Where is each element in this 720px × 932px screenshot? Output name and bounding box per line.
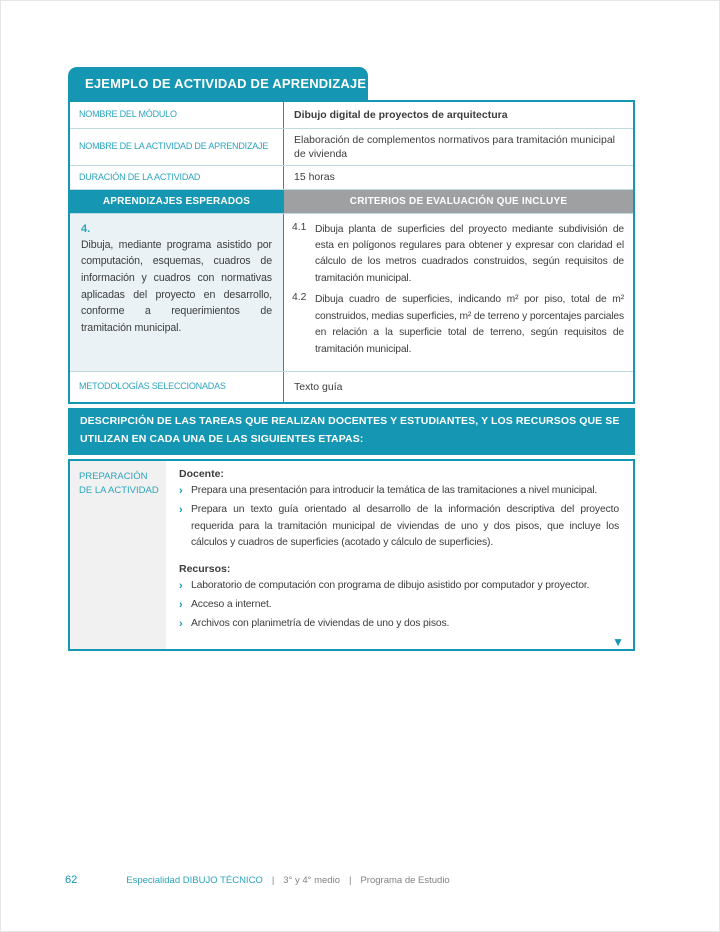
recurso-item-text: Acceso a internet. [191,599,272,611]
page-footer [65,874,450,886]
duration-row [70,165,633,188]
evaluation-criteria-cell [283,214,633,372]
activity-name-value: Elaboración de complementos normativos para tramitación municipal de vivienda [283,129,633,165]
docente-item [179,502,619,553]
criterion-number: 4.1 [292,221,307,233]
chevron-bullet-icon: › [179,580,183,593]
recurso-item-text: Laboratorio de computación con programa de dibujo asistido por computador y proyector. [191,580,590,592]
chevron-bullet-icon: › [179,599,183,612]
duration-value: 15 horas [283,166,633,188]
methodology-label: METODOLOGÍAS SELECCIONADAS [79,381,226,392]
chevron-bullet-icon: › [179,484,183,497]
module-name-row [70,102,633,128]
criterion-item [292,222,624,288]
footer-separator: | [271,875,275,886]
recurso-item [179,597,619,614]
preparation-label: PREPARACIÓN DE LA ACTIVIDAD [70,461,166,649]
tasks-description-band: DESCRIPCIÓN DE LAS TAREAS QUE REALIZAN DOCENTES Y ESTUDIANTES, Y LOS RECURSOS QUE SE UTILIZAN EN CADA UNA DE LAS SIGUIENTES ETAPAS: [68,408,635,455]
recurso-item [179,616,619,633]
chevron-bullet-icon: › [179,503,183,516]
duration-label: DURACIÓN DE LA ACTIVIDAD [79,171,201,182]
criterion-text: Dibuja cuadro de superficies, indicando m² por piso, total de m² construidos, medias superficies, m² de terreno y porcentajes parciales en relación a la superficie total de terreno, según requisitos de tramitación municipal. [315,294,624,355]
methodology-value: Texto guía [283,372,633,402]
docente-item-text: Prepara una presentación para introducir la temática de las tramitaciones a nivel municipal. [191,484,598,496]
activity-name-row [70,128,633,165]
activity-example-badge [68,67,368,100]
footer-separator: | [349,875,352,886]
footer-grade: 3° y 4° medio [283,875,340,886]
docente-heading: Docente: [179,467,224,480]
chevron-bullet-icon: › [179,618,183,631]
recurso-item-text: Archivos con planimetría de viviendas de uno y dos pisos. [191,618,450,630]
footer-specialty: Especialidad DIBUJO TÉCNICO [126,875,263,886]
recursos-heading: Recursos: [179,563,231,576]
footer-program: Programa de Estudio [360,875,450,886]
expected-learning-header: APRENDIZAJES ESPERADOS [70,190,283,213]
learning-criteria-row [70,213,633,372]
activity-name-label: NOMBRE DE LA ACTIVIDAD DE APRENDIZAJE [79,141,269,152]
recurso-item [179,578,619,595]
docente-item [179,483,619,500]
methodology-row [70,371,633,402]
criterion-item [292,292,624,358]
preparation-section [68,459,635,651]
activity-example-card [68,67,635,651]
preparation-content [166,461,633,649]
activity-info-table [68,100,635,404]
page-number: 62 [65,874,78,886]
criterion-text: Dibuja planta de superficies del proyecto mediante subdivisión de esta en polígonos regulares para obtener y expresar con claridad el cálculo de los metros cuadrados construidos, según requisitos de tramitación municipal. [315,223,624,284]
expected-learning-number: 4. [81,222,91,235]
column-headers-row [70,189,633,213]
footer-text [126,875,449,886]
badge-title: EJEMPLO DE ACTIVIDAD DE APRENDIZAJE [85,76,367,91]
criterion-number: 4.2 [292,292,307,304]
module-name-label: NOMBRE DEL MÓDULO [79,109,177,120]
module-name-value: Dibujo digital de proyectos de arquitectura [283,102,633,128]
continuation-arrow-icon: ▼ [612,634,624,649]
evaluation-criteria-header: CRITERIOS DE EVALUACIÓN QUE INCLUYE [283,190,633,213]
docente-item-text: Prepara un texto guía orientado al desarrollo de la información descriptiva del proyecto requerida para la tramitación municipal de viviendas de uno y dos pisos, que incluye los cálculos y cuadros de superficies (acotado y cálculo de superficies). [191,503,619,549]
expected-learning-cell [70,214,283,372]
expected-learning-text: Dibuja, mediante programa asistido por computación, esquemas, cuadros de información y cuadros con normativas aplicadas del proyecto en desarrollo, conforme a requerimientos de tramitación municipal. [81,238,272,335]
